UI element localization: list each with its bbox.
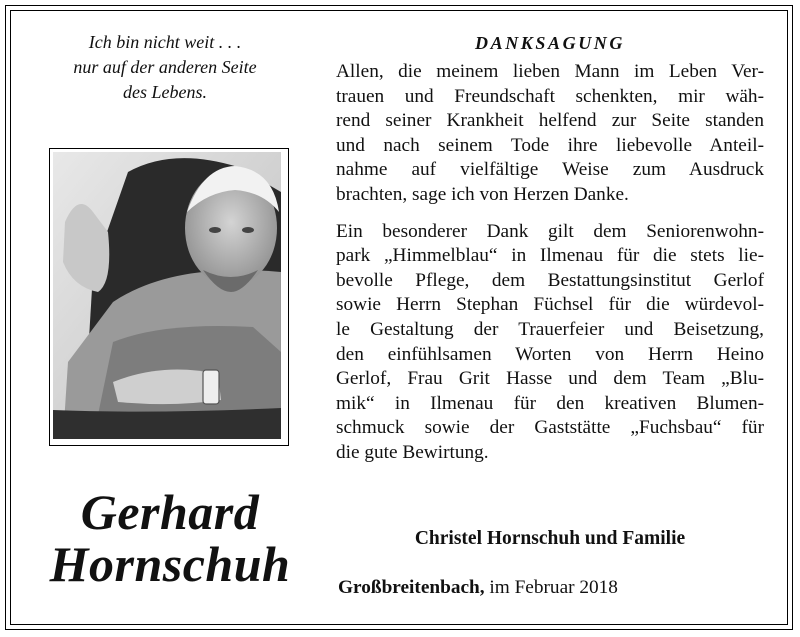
motto-line: Ich bin nicht weit . . . xyxy=(88,32,242,52)
motto-line: nur auf der anderen Seite xyxy=(73,57,257,77)
place-date xyxy=(338,577,618,599)
portrait-photo xyxy=(53,152,281,439)
deceased-name xyxy=(20,486,320,590)
portrait-frame xyxy=(49,148,289,446)
left-column xyxy=(20,30,310,105)
text-line: Gerlof, Frau Grit Hasse und dem Team „Blu- xyxy=(336,368,764,390)
text-line: den einfühlsamen Worten von Herrn Heino xyxy=(336,343,764,365)
text-line: trauen und Freundschaft schenkten, mir wäh- xyxy=(336,85,764,107)
date: im Februar 2018 xyxy=(484,577,618,598)
motto xyxy=(20,30,310,105)
text-line: brachten, sage ich von Herzen Danke. xyxy=(336,183,629,205)
text-line: rend seiner Krankheit helfend zur Seite standen xyxy=(336,110,764,132)
text-line: Ein besonderer Dank gilt dem Seniorenwohn- xyxy=(336,220,764,242)
notice-heading: DANKSAGUNG xyxy=(474,33,626,53)
text-line: park „Himmelblau“ in Ilmenau für die stets lie- xyxy=(336,245,764,267)
text-line: sowie Herrn Stephan Füchsel für die würdevol- xyxy=(336,294,764,316)
text-line: mik“ in Ilmenau für den kreativen Blumen- xyxy=(336,392,764,414)
first-name: Gerhard xyxy=(80,484,260,540)
thanks-paragraph-1 xyxy=(336,60,764,208)
text-line: schmuck sowie der Gaststätte „Fuchsbau“ für xyxy=(336,417,764,439)
motto-line: des Lebens. xyxy=(123,82,207,102)
signature: Christel Hornschuh und Familie xyxy=(414,528,686,549)
text-line: le Gestaltung der Trauerfeier und Beisetzung, xyxy=(336,318,764,340)
right-column xyxy=(336,33,764,466)
text-line: nahme auf vielfältige Weise zum Ausdruck xyxy=(336,159,764,181)
place-name: Großbreitenbach, xyxy=(338,577,485,598)
text-line: bevolle Pflege, dem Bestattungsinstitut Gerlof xyxy=(336,269,764,291)
last-name: Hornschuh xyxy=(49,536,291,592)
text-line: und nach seinem Tode ihre liebevolle Anteil- xyxy=(336,134,764,156)
thanks-paragraph-2 xyxy=(336,220,764,466)
text-line: die gute Bewirtung. xyxy=(336,441,489,463)
text-line: Allen, die meinem lieben Mann im Leben Ver- xyxy=(336,61,764,82)
